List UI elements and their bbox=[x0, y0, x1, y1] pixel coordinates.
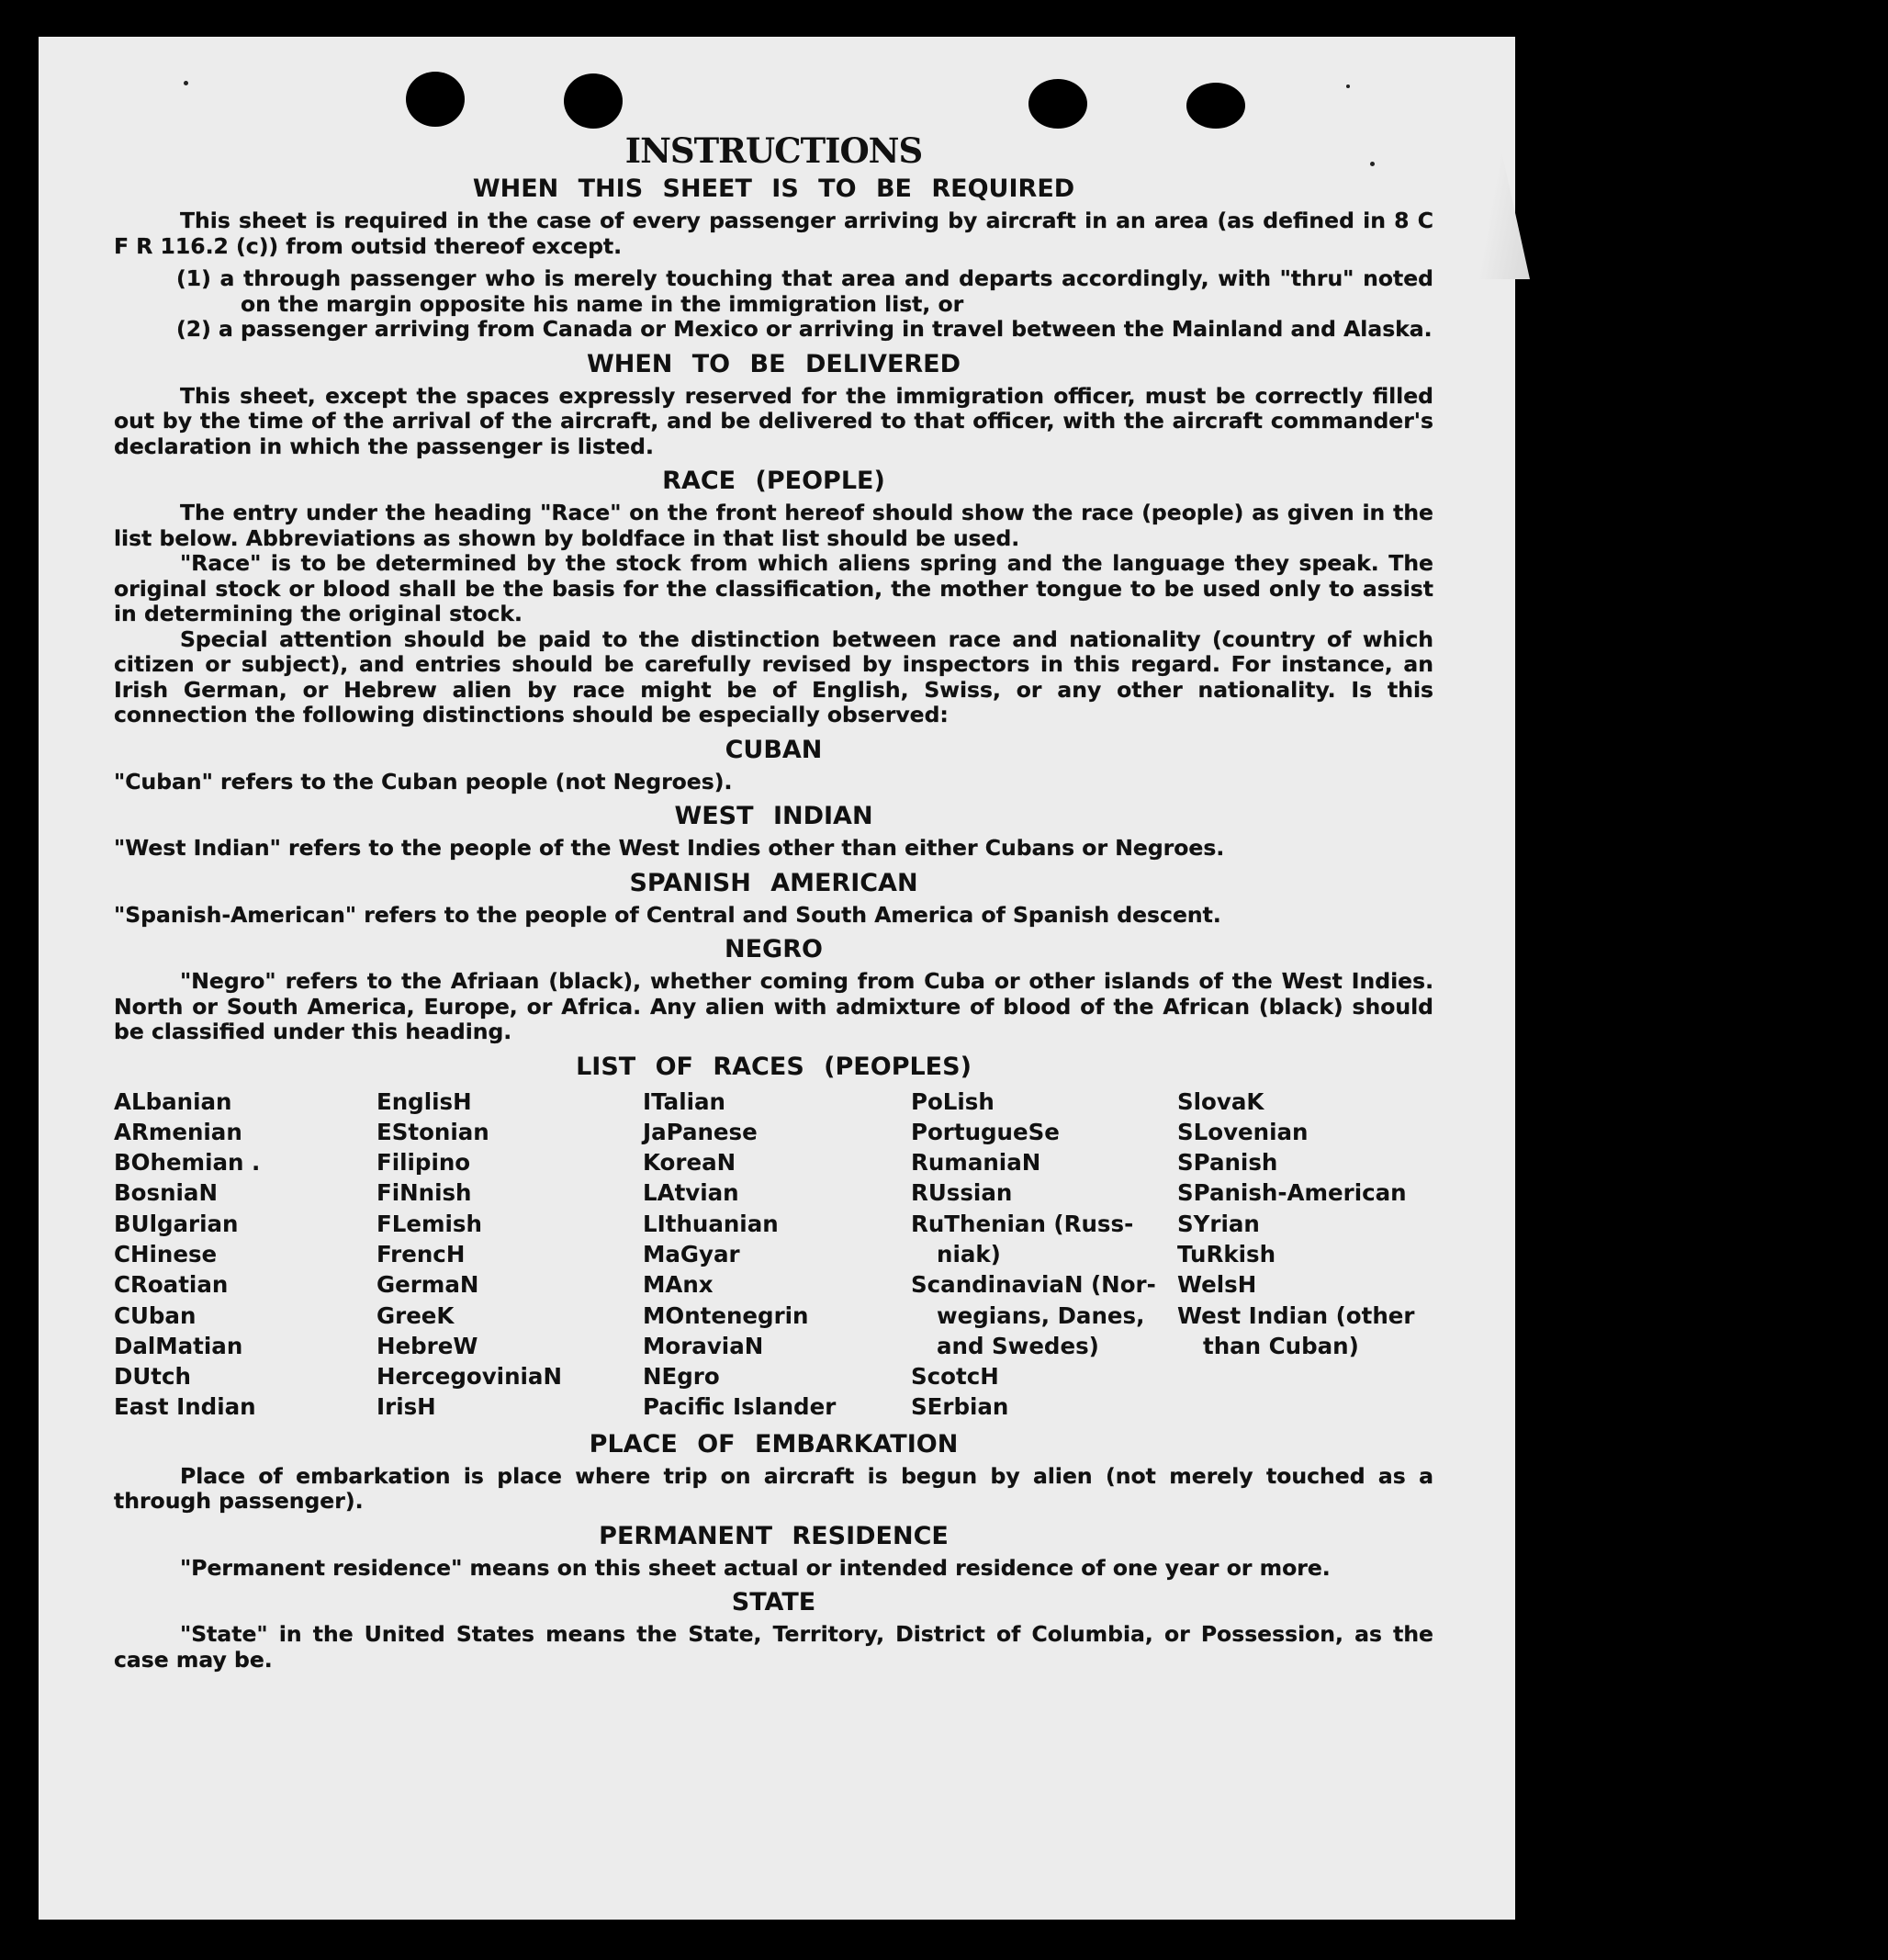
race-item: SPanish bbox=[1177, 1149, 1278, 1177]
race-item-continuation: niak) bbox=[937, 1240, 1001, 1267]
paragraph: "State" in the United States means the State, Territory, District of Columbia, or Possession, as the case may be. bbox=[114, 1621, 1433, 1673]
race-item: SYrian bbox=[1177, 1210, 1260, 1237]
race-item: BosniaN bbox=[114, 1179, 218, 1207]
race-item: SLovenian bbox=[1177, 1118, 1309, 1145]
race-column-4 bbox=[911, 1087, 1177, 1423]
race-item: DalMatian bbox=[114, 1332, 243, 1359]
punch-hole bbox=[406, 72, 465, 127]
paragraph: Place of embarkation is place where trip on aircraft is begun by alien (not merely touched as a through passenger). bbox=[114, 1462, 1433, 1515]
race-item: ALbanian bbox=[114, 1087, 232, 1115]
race-item: GreeK bbox=[376, 1301, 455, 1329]
race-item: ScandinaviaN (Nor- bbox=[911, 1271, 1156, 1299]
race-list bbox=[114, 1087, 1433, 1423]
race-item: ITalian bbox=[643, 1087, 725, 1115]
instructions-content bbox=[114, 130, 1433, 1680]
heading-west-indian: WEST INDIAN bbox=[674, 802, 873, 830]
paragraph: "Spanish-American" refers to the people of Central and South America of Spanish descent. bbox=[114, 901, 1221, 928]
race-item: LAtvian bbox=[643, 1179, 739, 1207]
heading-spanish-american: SPANISH AMERICAN bbox=[629, 868, 918, 897]
race-item: CHinese bbox=[114, 1240, 218, 1267]
race-item: West Indian (other bbox=[1177, 1301, 1415, 1329]
race-item: TuRkish bbox=[1177, 1240, 1276, 1267]
paragraph: "Negro" refers to the Afriaan (black), whether coming from Cuba or other islands of the West Indies. North or South America, Europe, or Africa. Any alien with admixture of blood of the African (black) should be classified under this heading. bbox=[114, 968, 1433, 1044]
exception-item: (1) a through passenger who is merely touching that area and departs accordingly, with "thru" noted on the margin opposite his name in the immigration list, or bbox=[176, 265, 1433, 317]
race-item: MAnx bbox=[643, 1271, 714, 1299]
heading-state: STATE bbox=[731, 1588, 816, 1617]
race-item: GermaN bbox=[376, 1271, 479, 1299]
paragraph: The entry under the heading "Race" on the front hereof should show the race (people) as given in the list below. Abbreviations as shown by boldface in that list should be used. bbox=[114, 500, 1433, 551]
punch-hole bbox=[1028, 79, 1087, 129]
punch-hole bbox=[564, 73, 623, 129]
race-item-continuation: wegians, Danes, bbox=[937, 1301, 1145, 1329]
race-item: MoraviaN bbox=[643, 1332, 764, 1359]
heading-list-of-races: LIST OF RACES (PEOPLES) bbox=[576, 1052, 972, 1081]
race-item: ARmenian bbox=[114, 1118, 242, 1145]
heading-place-of-embarkation: PLACE OF EMBARKATION bbox=[589, 1429, 959, 1459]
paragraph: This sheet, except the spaces expressly reserved for the immigration officer, must be correctly filled out by the time of the arrival of the aircraft, and be delivered to that officer, with the aircraft commander's declaration in which the passenger is listed. bbox=[114, 382, 1433, 459]
race-column-1 bbox=[114, 1087, 376, 1423]
race-item: JaPanese bbox=[643, 1118, 758, 1145]
race-item: ScotcH bbox=[911, 1363, 999, 1391]
exception-item: (2) a passenger arriving from Canada or Mexico or arriving in travel between the Mainland and Alaska. bbox=[176, 316, 1433, 342]
heading-permanent-residence: PERMANENT RESIDENCE bbox=[599, 1521, 949, 1550]
heading-race: RACE (PEOPLE) bbox=[662, 467, 885, 495]
race-item: Filipino bbox=[376, 1149, 471, 1177]
race-item: EStonian bbox=[376, 1118, 489, 1145]
race-item: NEgro bbox=[643, 1363, 720, 1391]
race-item: FiNnish bbox=[376, 1179, 472, 1207]
heading-when-delivered: WHEN TO BE DELIVERED bbox=[586, 349, 961, 378]
race-item: RumaniaN bbox=[911, 1149, 1041, 1177]
race-item: WelsH bbox=[1177, 1271, 1257, 1299]
race-item-continuation: and Swedes) bbox=[937, 1332, 1099, 1359]
race-column-2 bbox=[376, 1087, 643, 1423]
race-item: EnglisH bbox=[376, 1087, 472, 1115]
race-item: HercegoviniaN bbox=[376, 1363, 562, 1391]
heading-cuban: CUBAN bbox=[725, 735, 823, 764]
race-item: RUssian bbox=[911, 1179, 1013, 1207]
race-item: FLemish bbox=[376, 1210, 482, 1237]
page-title: INSTRUCTIONS bbox=[624, 130, 923, 171]
speck bbox=[184, 81, 188, 85]
paragraph: This sheet is required in the case of every passenger arriving by aircraft in an area (as defined in 8 C F R 116.2 (c)) from outsid thereof except. bbox=[114, 208, 1433, 259]
heading-when-required: WHEN THIS SHEET IS TO BE REQUIRED bbox=[472, 175, 1075, 203]
race-item: KoreaN bbox=[643, 1149, 736, 1177]
race-item: SlovaK bbox=[1177, 1087, 1264, 1115]
race-item-continuation: than Cuban) bbox=[1203, 1332, 1359, 1359]
race-item: LIthuanian bbox=[643, 1210, 779, 1237]
race-item: RuThenian (Russ- bbox=[911, 1210, 1134, 1237]
speck bbox=[1346, 84, 1350, 88]
race-item: BOhemian . bbox=[114, 1149, 261, 1177]
race-item: MOntenegrin bbox=[643, 1301, 809, 1329]
race-item: BUlgarian bbox=[114, 1210, 239, 1237]
paragraph: "Permanent residence" means on this sheet actual or intended residence of one year or more. bbox=[180, 1554, 1331, 1581]
paragraph: "Race" is to be determined by the stock from which aliens spring and the language they speak. The original stock or blood shall be the basis for the classification, the mother tongue to be used only to assist in determining the original stock. bbox=[114, 550, 1433, 626]
race-item: East Indian bbox=[114, 1393, 256, 1421]
race-item: IrisH bbox=[376, 1393, 436, 1421]
heading-negro: NEGRO bbox=[725, 935, 823, 963]
race-item: CRoatian bbox=[114, 1271, 229, 1299]
paragraph: "Cuban" refers to the Cuban people (not Negroes). bbox=[114, 768, 733, 794]
race-column-3 bbox=[643, 1087, 911, 1423]
race-item: HebreW bbox=[376, 1332, 478, 1359]
paragraph: "West Indian" refers to the people of the West Indies other than either Cubans or Negroes. bbox=[114, 835, 1225, 861]
race-column-5 bbox=[1177, 1087, 1433, 1423]
race-item: DUtch bbox=[114, 1363, 191, 1391]
paragraph: Special attention should be paid to the distinction between race and nationality (country of which citizen or subject), and entries should be carefully revised by inspectors in this regard. For instance, an Irish German, or Hebrew alien by race might be of English, Swiss, or any other nationality. Is this connection the following distinctions should be especially observed: bbox=[114, 625, 1433, 727]
race-item: FrencH bbox=[376, 1240, 466, 1267]
race-item: CUban bbox=[114, 1301, 197, 1329]
race-item: Pacific Islander bbox=[643, 1393, 837, 1421]
punch-hole bbox=[1186, 83, 1245, 129]
race-item: PoLish bbox=[911, 1087, 995, 1115]
race-item: SErbian bbox=[911, 1393, 1009, 1421]
race-item: SPanish-American bbox=[1177, 1179, 1407, 1207]
race-item: PortugueSe bbox=[911, 1118, 1060, 1145]
race-item: MaGyar bbox=[643, 1240, 740, 1267]
